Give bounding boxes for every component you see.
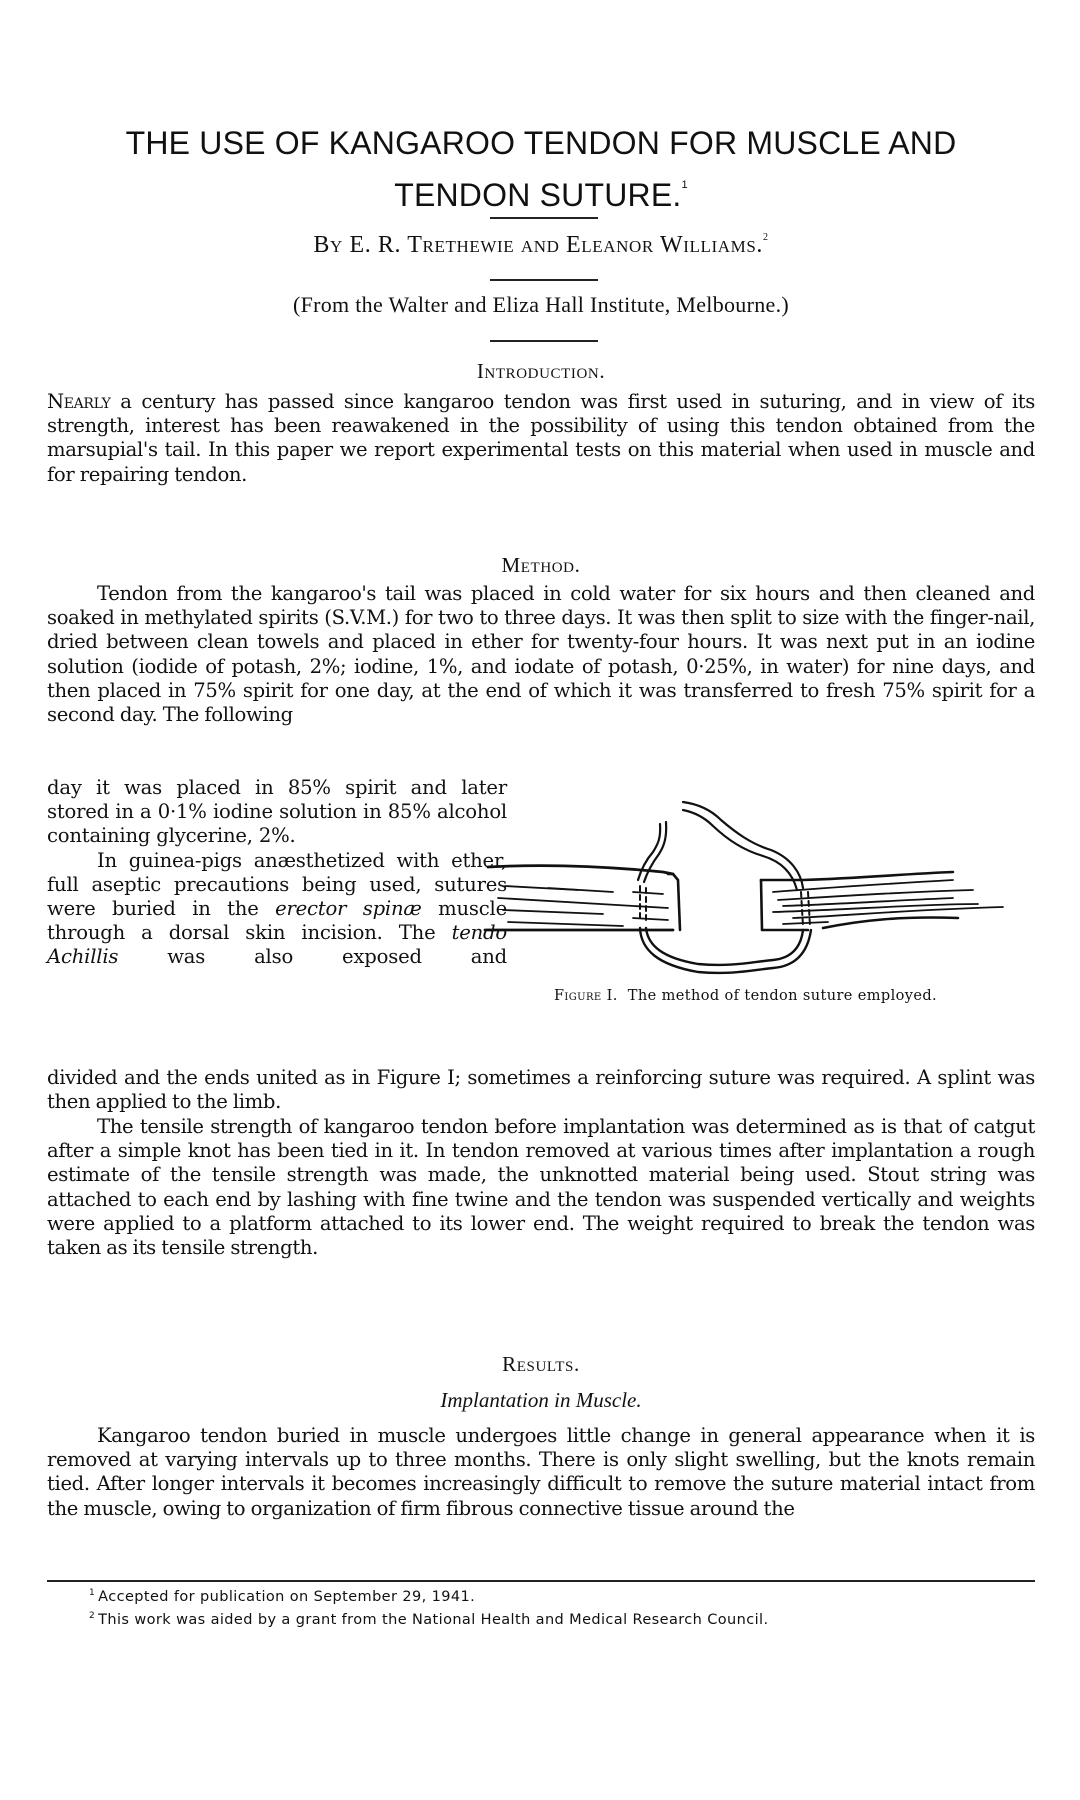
figure-caption-text: The method of tendon suture employed.: [627, 988, 938, 1004]
figure-label: Figure I.: [553, 988, 618, 1004]
left-tendon-top-edge: [488, 866, 673, 874]
article-title: [47, 122, 1035, 216]
footnote-divider: [47, 1580, 1035, 1582]
term-tendo-achillis: tendo Achillis: [47, 921, 507, 969]
left-tendon-fiber: [503, 910, 603, 914]
divider: [490, 340, 598, 342]
suture-through-right-b: [808, 892, 810, 926]
divider: [490, 217, 598, 219]
title-line-1: THE USE OF KANGAROO TENDON FOR MUSCLE AND: [125, 125, 957, 161]
authors-text: By E. R. Trethewie and Eleanor Williams.: [313, 232, 763, 258]
tendon-suture-figure: [483, 800, 1008, 990]
left-tendon-fiber: [548, 888, 613, 892]
method-paragraph-2-text-c: was also exposed and: [118, 945, 507, 969]
results-paragraph-1: Kangaroo tendon buried in muscle undergoes little change in general appearance when it is removed at varying intervals up to three months. There is only slight swelling, but the knots remain tied. After longer intervals it becomes increasingly difficult to remove the suture material intact from the muscle, owing to organization of firm fibrous connective tissue around the: [47, 1424, 1035, 1520]
section-heading-results: Results.: [502, 1352, 580, 1376]
divider: [490, 279, 598, 281]
right-tendon-fiber: [793, 907, 1003, 918]
introduction-body: a century has passed since kangaroo tendon was first used in suturing, and in view of its strength, interest has been reawakened in the possibility of using this tendon obtained from the marsupial's tail. In this paper we report experimental tests on this material when used in muscle and for repairing tendon.: [47, 390, 1035, 486]
figure-caption: [483, 988, 1008, 1004]
method-paragraph-2-text-b: muscle through a dorsal skin incision. The: [47, 897, 507, 945]
method-paragraph-2-continued: divided and the ends united as in Figure I; sometimes a reinforcing suture was required. A splint was then applied to the limb.: [47, 1066, 1035, 1114]
right-tendon-fiber: [773, 880, 953, 892]
suture-strand-right-up-b: [683, 802, 803, 888]
suture-strand-right-up-a: [683, 810, 797, 890]
footnote-1: [89, 1588, 475, 1605]
footnote-2-text: This work was aided by a grant from the National Health and Medical Research Council.: [98, 1612, 769, 1628]
introduction-lead-word: Nearly: [47, 390, 111, 413]
section-heading-method: Method.: [501, 553, 581, 577]
right-tendon-bottom-edge: [823, 917, 958, 928]
section-heading-introduction: Introduction.: [476, 359, 606, 383]
method-paragraph-2: [47, 849, 507, 970]
footnote-2: [89, 1611, 768, 1628]
right-tendon-fiber: [783, 922, 828, 924]
affiliation: (From the Walter and Eliza Hall Institute, Melbourne.): [292, 292, 790, 317]
suture-loop-bottom-b: [646, 928, 803, 965]
title-footnote-ref: 1: [681, 179, 688, 191]
left-tendon-fiber: [508, 922, 623, 926]
method-paragraph-3: The tensile strength of kangaroo tendon before implantation was determined as is that of catgut after a simple knot has been tied in it. In tendon removed at various times after implantation a rough estimate of the tensile strength was made, the unknotted material being used. Stout string was attached to each end by lashing with fine twine and the tendon was suspended vertically and weights were applied to a platform attached to its lower end. The weight required to break the tendon was taken as its tensile strength.: [47, 1115, 1035, 1260]
introduction-paragraph: [47, 390, 1035, 487]
suture-loop-bottom-a: [640, 928, 811, 973]
term-erector-spinae: erector spinæ: [275, 897, 422, 921]
method-paragraph-1: Tendon from the kangaroo's tail was placed in cold water for six hours and then cleaned and soaked in methylated spirits (S.V.M.) for two to three days. It was then split to size with the finger-nail, dried between clean towels and placed in ether for twenty-four hours. It was next put in an iodine solution (iodide of potash, 2%; iodine, 1%, and iodate of potash, 0·25%, in water) for nine days, and then placed in 75% spirit for one day, at the end of which it was transferred to fresh 75% spirit for a second day. The following: [47, 582, 1035, 727]
left-tendon-fiber: [633, 892, 663, 894]
left-tendon-fiber: [633, 918, 668, 920]
method-paragraph-1-wrap: [47, 776, 507, 970]
footnote-1-text: Accepted for publication on September 29, 1941.: [98, 1589, 476, 1605]
method-paragraph-1-continued: day it was placed in 85% spirit and later stored in a 0·1% iodine solution in 85% alcohol containing glycerine, 2%.: [47, 776, 507, 848]
left-tendon-fiber: [498, 898, 668, 908]
authors: [47, 232, 1035, 259]
left-tendon-cut-end: [668, 874, 680, 930]
footnote-1-ref: 1: [89, 1588, 96, 1598]
footnote-2-ref: 2: [89, 1611, 96, 1621]
authors-footnote-ref: 2: [763, 232, 769, 243]
method-paragraph-2-text-a: In guinea-pigs anæsthetized with ether, full aseptic precautions being used, sutures were buried in the: [47, 848, 507, 921]
subsection-heading: Implantation in Muscle.: [440, 1388, 642, 1412]
suture-through-right-a: [801, 892, 803, 926]
title-line-2: TENDON SUTURE.: [394, 177, 682, 213]
